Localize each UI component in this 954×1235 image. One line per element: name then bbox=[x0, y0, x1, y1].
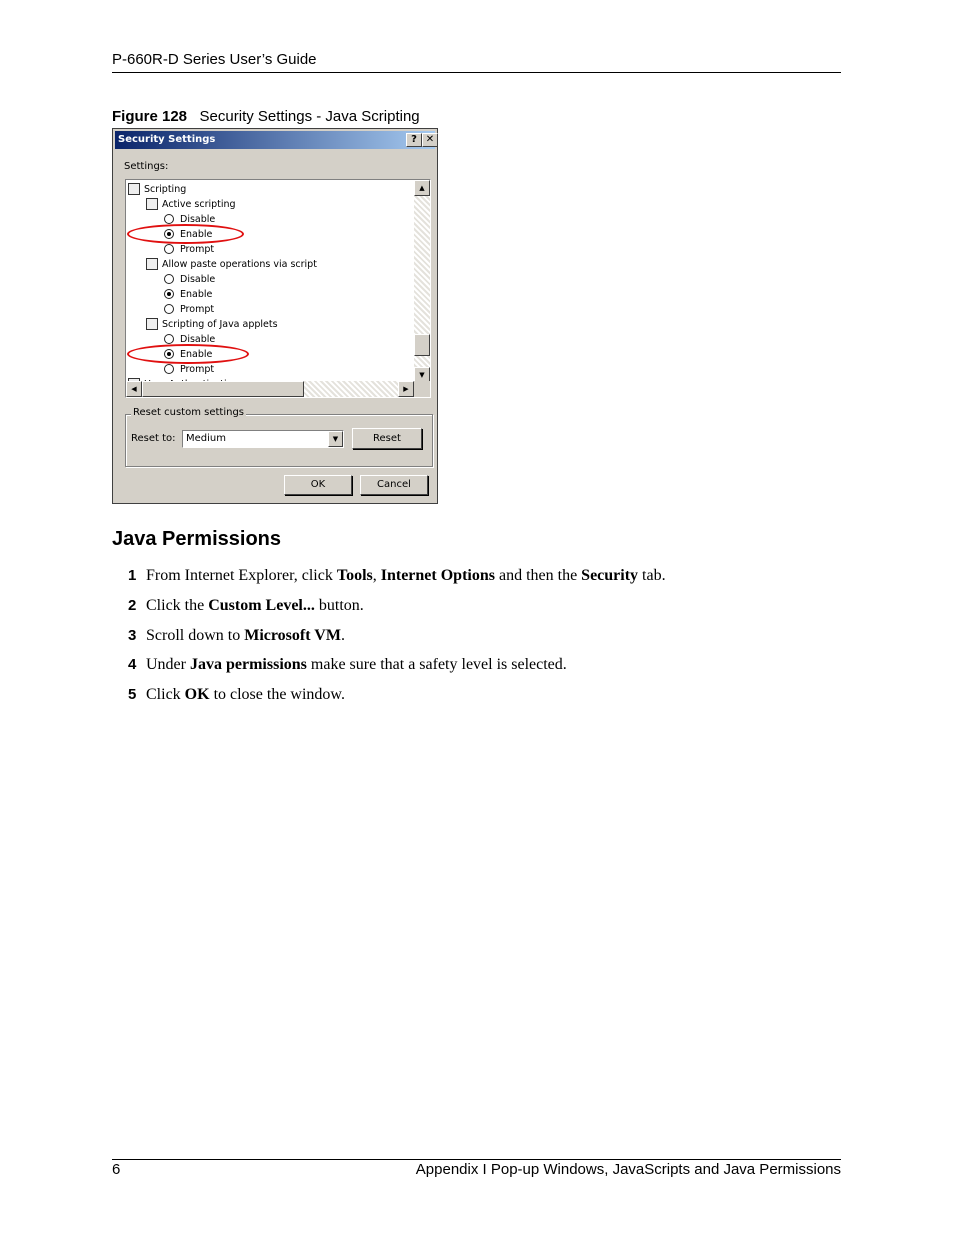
tree-item-label: Enable bbox=[180, 289, 213, 300]
page-number: 6 bbox=[112, 1161, 121, 1178]
section-heading: Java Permissions bbox=[112, 528, 281, 550]
highlight-ellipse bbox=[127, 224, 244, 244]
settings-tree[interactable] bbox=[125, 179, 431, 398]
reset-level-select[interactable] bbox=[182, 430, 344, 448]
reset-custom-settings-group bbox=[125, 407, 433, 467]
step-text-run: button. bbox=[314, 597, 364, 614]
bold-term: Tools bbox=[336, 567, 373, 584]
tree-item-label: Scripting bbox=[144, 184, 187, 195]
radio-option[interactable] bbox=[164, 272, 215, 287]
figure-label: Figure 128 bbox=[112, 108, 188, 125]
tree-setting bbox=[146, 317, 278, 332]
step-number: 1 bbox=[128, 567, 137, 584]
tree-category bbox=[128, 182, 186, 197]
footer-title: Appendix I Pop-up Windows, JavaScripts and Java Permissions bbox=[415, 1161, 841, 1178]
running-header: P-660R-D Series User’s Guide bbox=[112, 51, 317, 68]
ok-button[interactable]: OK bbox=[284, 475, 352, 495]
step-text-run: , bbox=[372, 567, 381, 584]
settings-page-icon bbox=[128, 183, 140, 195]
tree-item-label: Enable bbox=[180, 229, 213, 240]
step-number: 2 bbox=[128, 597, 137, 614]
bold-term: OK bbox=[184, 686, 210, 703]
step-text-run: Under bbox=[146, 656, 190, 673]
dialog-title: Security Settings bbox=[118, 134, 216, 145]
step-text bbox=[146, 567, 666, 585]
settings-label: Settings: bbox=[124, 161, 169, 172]
bold-term: Custom Level... bbox=[208, 597, 315, 614]
settings-tree-rows bbox=[127, 181, 414, 384]
step-text bbox=[146, 656, 567, 674]
tree-item-label: Enable bbox=[180, 349, 213, 360]
step-text-run: From Internet Explorer, click bbox=[146, 567, 337, 584]
tree-item-label: Allow paste operations via script bbox=[162, 259, 317, 270]
radio-selected-icon[interactable] bbox=[164, 289, 174, 299]
step-number: 3 bbox=[128, 627, 137, 644]
radio-option[interactable] bbox=[164, 242, 214, 257]
step-number: 5 bbox=[128, 686, 137, 703]
reset-level-value: Medium bbox=[186, 433, 226, 444]
step-text-run: tab. bbox=[638, 567, 666, 584]
tree-item-label: Prompt bbox=[180, 304, 215, 315]
horizontal-scroll-thumb[interactable] bbox=[142, 381, 304, 397]
step-text bbox=[146, 686, 345, 704]
radio-option[interactable] bbox=[164, 287, 212, 302]
step-text-run: make sure that a safety level is selected. bbox=[306, 656, 567, 673]
scroll-left-icon[interactable]: ◀ bbox=[126, 381, 142, 397]
scroll-down-icon[interactable]: ▼ bbox=[414, 367, 430, 383]
radio-option[interactable] bbox=[164, 302, 214, 317]
bold-term: Internet Options bbox=[380, 567, 495, 584]
step-text-run: Click bbox=[146, 686, 185, 703]
tree-item-label: Scripting of Java applets bbox=[162, 319, 278, 330]
highlight-ellipse bbox=[127, 344, 249, 364]
radio-empty-icon[interactable] bbox=[164, 364, 174, 374]
tree-item-label: Disable bbox=[180, 274, 216, 285]
radio-empty-icon[interactable] bbox=[164, 304, 174, 314]
radio-empty-icon[interactable] bbox=[164, 334, 174, 344]
radio-empty-icon[interactable] bbox=[164, 244, 174, 254]
step-text-run: Scroll down to bbox=[146, 627, 245, 644]
close-icon[interactable]: ✕ bbox=[422, 133, 438, 147]
settings-page-icon bbox=[146, 318, 158, 330]
figure-title: Security Settings - Java Scripting bbox=[199, 108, 420, 125]
bold-term: Java permissions bbox=[189, 656, 307, 673]
tree-item-label: Prompt bbox=[180, 364, 215, 375]
step-text bbox=[146, 627, 345, 645]
scrollbar-corner bbox=[414, 381, 430, 397]
bold-term: Security bbox=[581, 567, 639, 584]
security-settings-dialog bbox=[112, 128, 438, 504]
horizontal-scrollbar[interactable] bbox=[126, 381, 414, 397]
chevron-down-icon[interactable]: ▼ bbox=[328, 431, 343, 447]
scroll-right-icon[interactable]: ▶ bbox=[398, 381, 414, 397]
step-text bbox=[146, 597, 364, 615]
step-text-run: Click the bbox=[146, 597, 209, 614]
tree-setting bbox=[146, 257, 317, 272]
tree-item-label: Disable bbox=[180, 214, 216, 225]
figure-caption bbox=[112, 108, 420, 125]
help-icon[interactable]: ? bbox=[406, 133, 422, 147]
cancel-button[interactable]: Cancel bbox=[360, 475, 428, 495]
dialog-titlebar bbox=[115, 131, 435, 149]
vertical-scrollbar[interactable] bbox=[414, 180, 430, 383]
reset-to-label: Reset to: bbox=[131, 433, 176, 444]
step-text-run: and then the bbox=[494, 567, 582, 584]
radio-empty-icon[interactable] bbox=[164, 274, 174, 284]
step-number: 4 bbox=[128, 656, 137, 673]
reset-button[interactable]: Reset bbox=[352, 428, 422, 449]
tree-item-label: Active scripting bbox=[162, 199, 236, 210]
tree-item-label: Disable bbox=[180, 334, 216, 345]
bold-term: Microsoft VM bbox=[244, 627, 341, 644]
tree-item-label: Prompt bbox=[180, 244, 215, 255]
settings-page-icon bbox=[146, 198, 158, 210]
vertical-scroll-thumb[interactable] bbox=[414, 334, 430, 356]
tree-setting bbox=[146, 197, 236, 212]
step-text-run: to close the window. bbox=[209, 686, 345, 703]
step-text-run: . bbox=[340, 627, 345, 644]
radio-option[interactable] bbox=[164, 362, 214, 377]
settings-page-icon bbox=[146, 258, 158, 270]
footer-rule bbox=[112, 1159, 841, 1160]
reset-group-label: Reset custom settings bbox=[133, 407, 244, 418]
scroll-up-icon[interactable]: ▲ bbox=[414, 180, 430, 196]
header-rule bbox=[112, 72, 841, 73]
radio-empty-icon[interactable] bbox=[164, 214, 174, 224]
